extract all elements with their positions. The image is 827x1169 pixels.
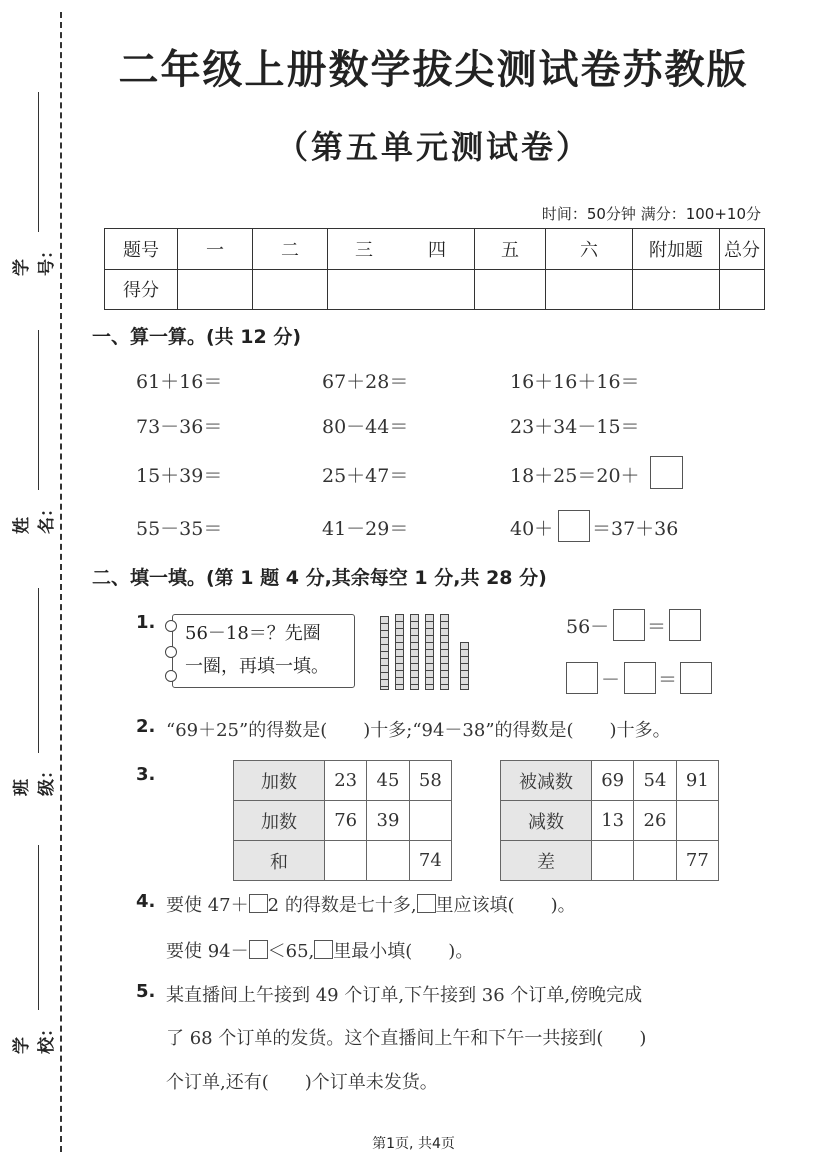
score-table-header-row bbox=[105, 229, 765, 270]
calc-item: 18＋25＝20＋ bbox=[510, 465, 640, 487]
table-header-cell: 和 bbox=[234, 841, 325, 881]
table-header-cell: 加数 bbox=[234, 801, 325, 841]
small-box-icon bbox=[249, 894, 268, 913]
calc-item: 67＋28＝ bbox=[322, 371, 409, 393]
class-label: 班级： bbox=[12, 762, 57, 796]
score-header-cell: 四 bbox=[400, 229, 475, 270]
exam-meta: 时间：50分钟 满分：100+10分 bbox=[541, 205, 761, 223]
table-row bbox=[501, 801, 719, 841]
table-row bbox=[234, 761, 452, 801]
ones-rod-icon bbox=[460, 642, 469, 690]
score-header-cell: 附加题 bbox=[633, 229, 720, 270]
table-blank-cell[interactable] bbox=[409, 801, 451, 841]
question-text: 里应该填( )。 bbox=[435, 895, 576, 916]
student-id-line bbox=[38, 92, 39, 232]
equation-text: ＝ bbox=[647, 616, 667, 638]
calc-item: 80－44＝ bbox=[322, 416, 409, 438]
ten-rod-icon bbox=[380, 616, 389, 690]
score-cell[interactable] bbox=[178, 269, 253, 310]
score-header-cell: 题号 bbox=[105, 229, 178, 270]
section2-heading: 二、填一填。(第 1 题 4 分,其余每空 1 分,共 28 分) bbox=[92, 567, 547, 589]
question-number: 2. bbox=[136, 716, 156, 737]
question-text: 要使 47＋ bbox=[166, 895, 249, 916]
equation-text: － bbox=[601, 669, 621, 691]
answer-box[interactable] bbox=[613, 609, 645, 641]
question-text: “69＋25”的得数是( )十多;“94－38”的得数是( )十多。 bbox=[166, 720, 671, 741]
question-number: 3. bbox=[136, 764, 156, 785]
score-header-cell: 五 bbox=[475, 229, 546, 270]
calc-item: 73－36＝ bbox=[136, 416, 223, 438]
equation-text: 56－ bbox=[566, 616, 610, 638]
question-text: 个订单,还有( )个订单未发货。 bbox=[166, 1072, 438, 1093]
score-cell[interactable] bbox=[253, 269, 328, 310]
answer-box[interactable] bbox=[566, 662, 598, 694]
score-cell[interactable] bbox=[546, 269, 633, 310]
school-line bbox=[38, 845, 39, 1010]
calc-item: 23＋34－15＝ bbox=[510, 416, 640, 438]
subtraction-table bbox=[500, 760, 719, 881]
question-line bbox=[166, 891, 576, 917]
table-cell: 45 bbox=[367, 761, 409, 801]
page-subtitle: （第五单元测试卷） bbox=[275, 128, 591, 166]
question-text: 2 的得数是七十多, bbox=[267, 895, 417, 916]
score-cell[interactable] bbox=[475, 269, 546, 310]
table-cell: 54 bbox=[634, 761, 676, 801]
ten-rod-icon bbox=[395, 614, 404, 690]
school-label: 学校： bbox=[12, 1020, 57, 1054]
binding-dashed-line bbox=[60, 12, 62, 1152]
table-blank-cell[interactable] bbox=[634, 841, 676, 881]
table-cell: 39 bbox=[367, 801, 409, 841]
question-number: 1. bbox=[136, 612, 156, 633]
table-cell: 26 bbox=[634, 801, 676, 841]
question-number: 5. bbox=[136, 981, 156, 1002]
score-table bbox=[104, 228, 765, 310]
small-box-icon bbox=[314, 940, 333, 959]
score-header-cell: 六 bbox=[546, 229, 633, 270]
table-cell: 69 bbox=[592, 761, 634, 801]
table-row bbox=[234, 841, 452, 881]
calc-item: 16＋16＋16＝ bbox=[510, 371, 640, 393]
score-header-cell: 二 bbox=[253, 229, 328, 270]
score-cell[interactable] bbox=[328, 269, 475, 310]
score-header-cell: 三 bbox=[328, 229, 401, 270]
class-line bbox=[38, 588, 39, 753]
answer-box[interactable] bbox=[669, 609, 701, 641]
table-header-cell: 被减数 bbox=[501, 761, 592, 801]
section1-heading: 一、算一算。(共 12 分) bbox=[92, 326, 302, 348]
score-header-cell: 一 bbox=[178, 229, 253, 270]
table-header-cell: 加数 bbox=[234, 761, 325, 801]
table-cell: 13 bbox=[592, 801, 634, 841]
calc-item: 41－29＝ bbox=[322, 518, 409, 540]
question-line bbox=[166, 937, 473, 963]
student-id-label: 学号： bbox=[12, 242, 57, 276]
small-box-icon bbox=[249, 940, 268, 959]
name-line bbox=[38, 330, 39, 490]
ten-rod-icon bbox=[410, 614, 419, 690]
question-text: 要使 94－ bbox=[166, 941, 249, 962]
question-text: 里最小填( )。 bbox=[333, 941, 474, 962]
hint-line: 56－18＝？先圈 bbox=[185, 623, 321, 644]
note-ring-icon bbox=[165, 620, 177, 632]
hint-line: 一圈，再填一填。 bbox=[185, 656, 329, 677]
score-cell[interactable] bbox=[633, 269, 720, 310]
table-blank-cell[interactable] bbox=[367, 841, 409, 881]
ten-rod-icon bbox=[425, 614, 434, 690]
table-row bbox=[501, 761, 719, 801]
answer-box[interactable] bbox=[558, 510, 590, 542]
page-footer: 第1页, 共4页 bbox=[372, 1136, 455, 1152]
table-blank-cell[interactable] bbox=[325, 841, 367, 881]
score-row-label: 得分 bbox=[105, 269, 178, 310]
table-cell: 77 bbox=[676, 841, 718, 881]
question-text: 了 68 个订单的发货。这个直播间上午和下午一共接到( ) bbox=[166, 1028, 647, 1049]
score-table-score-row bbox=[105, 269, 765, 310]
answer-box[interactable] bbox=[680, 662, 712, 694]
table-cell: 76 bbox=[325, 801, 367, 841]
hint-note-card bbox=[172, 614, 355, 688]
table-blank-cell[interactable] bbox=[676, 801, 718, 841]
table-cell: 58 bbox=[409, 761, 451, 801]
table-header-cell: 差 bbox=[501, 841, 592, 881]
question-number: 4. bbox=[136, 891, 156, 912]
calc-item: ＝37＋36 bbox=[592, 518, 679, 540]
answer-box[interactable] bbox=[624, 662, 656, 694]
question-text: ＜65, bbox=[267, 941, 315, 962]
table-header-cell: 减数 bbox=[501, 801, 592, 841]
calc-item: 15＋39＝ bbox=[136, 465, 223, 487]
small-box-icon bbox=[417, 894, 436, 913]
table-cell: 91 bbox=[676, 761, 718, 801]
addition-table bbox=[233, 760, 452, 881]
score-header-cell: 总分 bbox=[720, 229, 765, 270]
calc-item: 61＋16＝ bbox=[136, 371, 223, 393]
calc-item: 25＋47＝ bbox=[322, 465, 409, 487]
page-title: 二年级上册数学拔尖测试卷苏教版 bbox=[118, 47, 749, 93]
note-ring-icon bbox=[165, 646, 177, 658]
name-label: 姓名： bbox=[12, 500, 57, 534]
table-row bbox=[234, 801, 452, 841]
note-ring-icon bbox=[165, 670, 177, 682]
table-cell: 74 bbox=[409, 841, 451, 881]
equation-text: ＝ bbox=[658, 669, 678, 691]
table-cell: 23 bbox=[325, 761, 367, 801]
calc-item: 55－35＝ bbox=[136, 518, 223, 540]
score-cell[interactable] bbox=[720, 269, 765, 310]
answer-box[interactable] bbox=[650, 456, 683, 489]
table-row bbox=[501, 841, 719, 881]
calc-item: 40＋ bbox=[510, 518, 554, 540]
question-text: 某直播间上午接到 49 个订单,下午接到 36 个订单,傍晚完成 bbox=[166, 985, 643, 1006]
table-blank-cell[interactable] bbox=[592, 841, 634, 881]
ten-rod-icon bbox=[440, 614, 449, 690]
